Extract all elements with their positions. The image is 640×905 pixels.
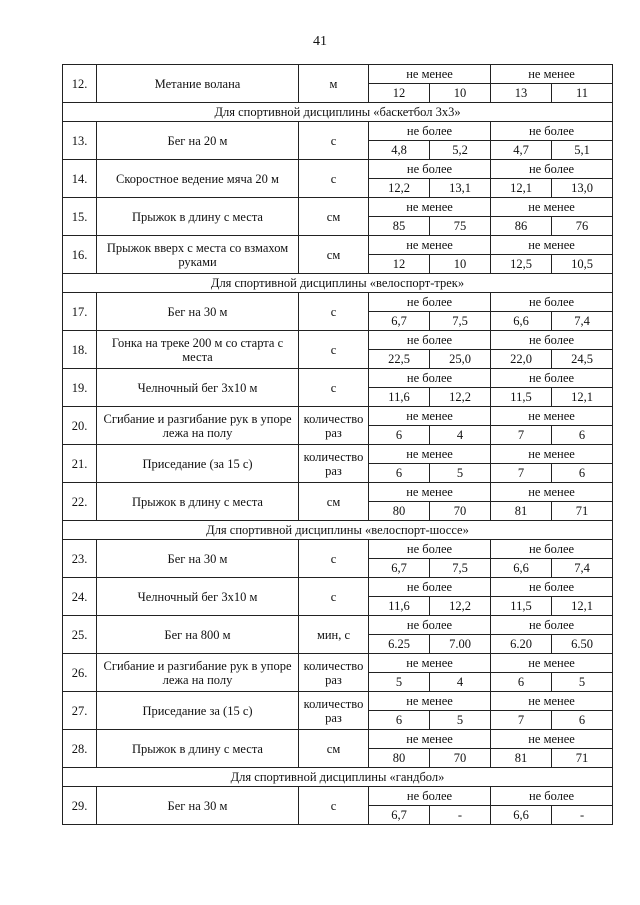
criterion-header-boys: не менее (369, 198, 491, 217)
norm-value: - (430, 806, 491, 825)
section-row (63, 274, 613, 293)
section-title: Для спортивной дисциплины «гандбол» (63, 768, 613, 787)
norm-value: 86 (491, 217, 552, 236)
norm-value: 6,7 (369, 312, 430, 331)
criterion-header-girls: не более (491, 540, 613, 559)
section-title: Для спортивной дисциплины «велоспорт-шоссе» (63, 521, 613, 540)
exercise-name: Бег на 20 м (97, 122, 299, 160)
criterion-header-girls: не более (491, 616, 613, 635)
table-row (63, 540, 613, 559)
table-row (63, 65, 613, 84)
row-number: 28. (63, 730, 97, 768)
norm-value: 4,7 (491, 141, 552, 160)
norm-value: 10,5 (552, 255, 613, 274)
norm-value: 81 (491, 502, 552, 521)
norm-value: 6,7 (369, 559, 430, 578)
norm-value: 7.00 (430, 635, 491, 654)
exercise-name: Прыжок в длину с места (97, 483, 299, 521)
norm-value: 12,2 (430, 597, 491, 616)
row-number: 18. (63, 331, 97, 369)
norm-value: 13 (491, 84, 552, 103)
norm-value: 6.20 (491, 635, 552, 654)
table-row (63, 198, 613, 217)
section-title: Для спортивной дисциплины «велоспорт-трек» (63, 274, 613, 293)
row-number: 16. (63, 236, 97, 274)
criterion-header-girls: не более (491, 160, 613, 179)
norm-value: 70 (430, 502, 491, 521)
exercise-name: Скоростное ведение мяча 20 м (97, 160, 299, 198)
norm-value: 7,4 (552, 559, 613, 578)
criterion-header-boys: не более (369, 578, 491, 597)
criterion-header-boys: не более (369, 540, 491, 559)
criterion-header-girls: не более (491, 293, 613, 312)
exercise-name: Бег на 30 м (97, 787, 299, 825)
norm-value: 7 (491, 426, 552, 445)
table-row (63, 331, 613, 350)
unit-of-measure: м (299, 65, 369, 103)
norm-value: 5,1 (552, 141, 613, 160)
criterion-header-boys: не менее (369, 692, 491, 711)
norm-value: 12,2 (369, 179, 430, 198)
norm-value: 5 (430, 711, 491, 730)
row-number: 29. (63, 787, 97, 825)
norm-value: 22,0 (491, 350, 552, 369)
norm-value: 85 (369, 217, 430, 236)
exercise-name: Челночный бег 3х10 м (97, 369, 299, 407)
row-number: 15. (63, 198, 97, 236)
criterion-header-boys: не менее (369, 407, 491, 426)
norm-value: 7,5 (430, 559, 491, 578)
criterion-header-boys: не менее (369, 730, 491, 749)
norm-value: 6,6 (491, 806, 552, 825)
table-row (63, 122, 613, 141)
criterion-header-girls: не менее (491, 445, 613, 464)
norm-value: 4 (430, 426, 491, 445)
exercise-name: Прыжок вверх с места со взмахом руками (97, 236, 299, 274)
table-row (63, 730, 613, 749)
criterion-header-girls: не менее (491, 730, 613, 749)
norm-value: 80 (369, 502, 430, 521)
criterion-header-boys: не менее (369, 236, 491, 255)
row-number: 23. (63, 540, 97, 578)
criterion-header-girls: не менее (491, 236, 613, 255)
row-number: 13. (63, 122, 97, 160)
row-number: 21. (63, 445, 97, 483)
table-row (63, 654, 613, 673)
norm-value: 13,1 (430, 179, 491, 198)
norm-value: 5 (430, 464, 491, 483)
unit-of-measure: с (299, 787, 369, 825)
norm-value: 6 (491, 673, 552, 692)
norm-value: 6 (552, 711, 613, 730)
criterion-header-girls: не более (491, 578, 613, 597)
table-row (63, 369, 613, 388)
norm-value: 4,8 (369, 141, 430, 160)
unit-of-measure: см (299, 198, 369, 236)
norm-value: 22,5 (369, 350, 430, 369)
criterion-header-boys: не более (369, 293, 491, 312)
norm-value: 6 (369, 711, 430, 730)
norm-value: 11,5 (491, 597, 552, 616)
norm-value: 12,1 (552, 597, 613, 616)
criterion-header-girls: не менее (491, 65, 613, 84)
exercise-name: Приседание за (15 с) (97, 692, 299, 730)
table-row (63, 483, 613, 502)
exercise-name: Метание волана (97, 65, 299, 103)
unit-of-measure: количество раз (299, 654, 369, 692)
norm-value: 11,6 (369, 388, 430, 407)
criterion-header-boys: не более (369, 331, 491, 350)
row-number: 12. (63, 65, 97, 103)
norm-value: 11 (552, 84, 613, 103)
norm-value: 4 (430, 673, 491, 692)
exercise-name: Челночный бег 3х10 м (97, 578, 299, 616)
unit-of-measure: с (299, 293, 369, 331)
exercise-name: Гонка на треке 200 м со старта с места (97, 331, 299, 369)
norm-value: 24,5 (552, 350, 613, 369)
norm-value: 71 (552, 502, 613, 521)
unit-of-measure: количество раз (299, 692, 369, 730)
exercise-name: Бег на 800 м (97, 616, 299, 654)
row-number: 14. (63, 160, 97, 198)
norm-value: 6.25 (369, 635, 430, 654)
unit-of-measure: с (299, 540, 369, 578)
unit-of-measure: мин, с (299, 616, 369, 654)
page-number: 41 (313, 34, 327, 49)
norm-value: 7,4 (552, 312, 613, 331)
norm-value: 5 (552, 673, 613, 692)
row-number: 25. (63, 616, 97, 654)
unit-of-measure: с (299, 122, 369, 160)
norm-value: 70 (430, 749, 491, 768)
unit-of-measure: с (299, 369, 369, 407)
table-row (63, 293, 613, 312)
norm-value: 76 (552, 217, 613, 236)
unit-of-measure: с (299, 160, 369, 198)
exercise-name: Приседание (за 15 с) (97, 445, 299, 483)
norm-value: 11,6 (369, 597, 430, 616)
norm-value: 12,1 (491, 179, 552, 198)
norm-value: - (552, 806, 613, 825)
norm-value: 6,6 (491, 559, 552, 578)
norm-value: 12,5 (491, 255, 552, 274)
norm-value: 13,0 (552, 179, 613, 198)
section-row (63, 521, 613, 540)
section-title: Для спортивной дисциплины «баскетбол 3х3» (63, 103, 613, 122)
norm-value: 5 (369, 673, 430, 692)
criterion-header-boys: не менее (369, 483, 491, 502)
norm-value: 6 (369, 426, 430, 445)
row-number: 19. (63, 369, 97, 407)
section-row (63, 103, 613, 122)
norm-value: 7,5 (430, 312, 491, 331)
row-number: 20. (63, 407, 97, 445)
unit-of-measure: количество раз (299, 445, 369, 483)
criterion-header-boys: не более (369, 160, 491, 179)
norm-value: 25,0 (430, 350, 491, 369)
norm-value: 11,5 (491, 388, 552, 407)
norm-value: 75 (430, 217, 491, 236)
table-row (63, 616, 613, 635)
table-row (63, 578, 613, 597)
exercise-name: Прыжок в длину с места (97, 198, 299, 236)
norm-value: 5,2 (430, 141, 491, 160)
row-number: 22. (63, 483, 97, 521)
table-row (63, 692, 613, 711)
exercise-name: Сгибание и разгибание рук в упоре лежа на полу (97, 654, 299, 692)
unit-of-measure: см (299, 730, 369, 768)
norm-value: 10 (430, 84, 491, 103)
norm-value: 12 (369, 255, 430, 274)
row-number: 27. (63, 692, 97, 730)
section-row (63, 768, 613, 787)
row-number: 17. (63, 293, 97, 331)
norm-value: 12,2 (430, 388, 491, 407)
unit-of-measure: см (299, 236, 369, 274)
unit-of-measure: с (299, 331, 369, 369)
norm-value: 12,1 (552, 388, 613, 407)
criterion-header-girls: не менее (491, 198, 613, 217)
norm-value: 6,7 (369, 806, 430, 825)
norm-value: 6 (369, 464, 430, 483)
norm-value: 7 (491, 464, 552, 483)
criterion-header-boys: не более (369, 369, 491, 388)
standards-table-body (63, 65, 613, 825)
exercise-name: Бег на 30 м (97, 293, 299, 331)
table-row (63, 236, 613, 255)
norm-value: 10 (430, 255, 491, 274)
criterion-header-girls: не менее (491, 407, 613, 426)
norm-value: 7 (491, 711, 552, 730)
exercise-name: Сгибание и разгибание рук в упоре лежа на полу (97, 407, 299, 445)
unit-of-measure: см (299, 483, 369, 521)
unit-of-measure: количество раз (299, 407, 369, 445)
row-number: 24. (63, 578, 97, 616)
norm-value: 12 (369, 84, 430, 103)
criterion-header-girls: не более (491, 369, 613, 388)
criterion-header-girls: не менее (491, 692, 613, 711)
exercise-name: Прыжок в длину с места (97, 730, 299, 768)
criterion-header-boys: не менее (369, 445, 491, 464)
unit-of-measure: с (299, 578, 369, 616)
exercise-name: Бег на 30 м (97, 540, 299, 578)
norm-value: 81 (491, 749, 552, 768)
criterion-header-boys: не более (369, 787, 491, 806)
norm-value: 6 (552, 426, 613, 445)
norm-value: 80 (369, 749, 430, 768)
criterion-header-boys: не менее (369, 65, 491, 84)
criterion-header-girls: не более (491, 331, 613, 350)
norm-value: 6 (552, 464, 613, 483)
standards-table (62, 64, 613, 825)
criterion-header-boys: не более (369, 616, 491, 635)
criterion-header-girls: не более (491, 787, 613, 806)
row-number: 26. (63, 654, 97, 692)
criterion-header-boys: не менее (369, 654, 491, 673)
norm-value: 6.50 (552, 635, 613, 654)
criterion-header-girls: не более (491, 122, 613, 141)
norm-value: 71 (552, 749, 613, 768)
criterion-header-boys: не более (369, 122, 491, 141)
criterion-header-girls: не менее (491, 483, 613, 502)
table-row (63, 445, 613, 464)
table-row (63, 407, 613, 426)
criterion-header-girls: не менее (491, 654, 613, 673)
table-row (63, 160, 613, 179)
norm-value: 6,6 (491, 312, 552, 331)
table-row (63, 787, 613, 806)
